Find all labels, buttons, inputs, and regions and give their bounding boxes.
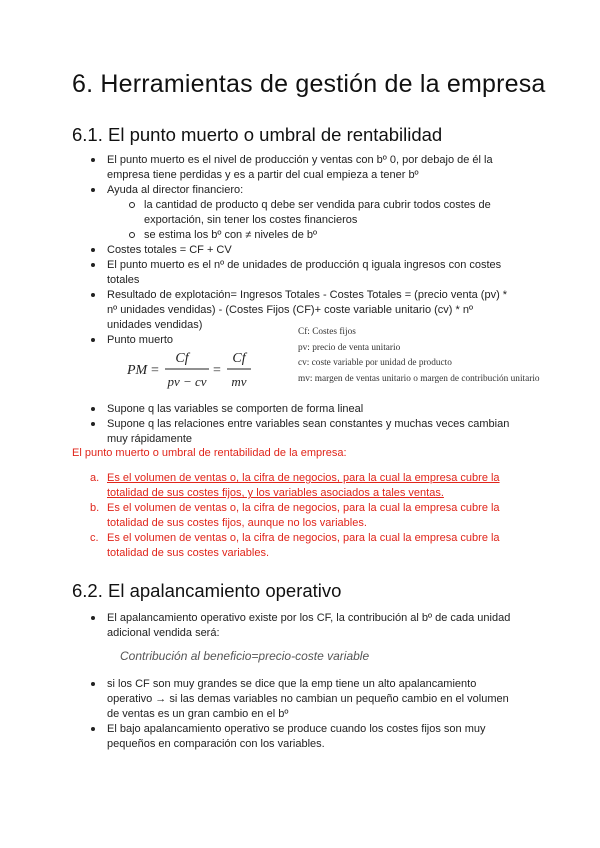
- bullet-icon: [91, 422, 95, 426]
- list-item: si los CF son muy grandes se dice que la emp tiene un alto apalancamiento operativo → si las demas variables no cambian un pequeño cambio en el volumen de ventas es un gran cambio en el bº: [0, 677, 517, 722]
- bullet-icon: [91, 263, 95, 267]
- formula-denominator-1: pv − cv: [167, 374, 207, 389]
- bullet-icon: [91, 188, 95, 192]
- sub-list-item: la cantidad de producto q debe ser vendida para cubrir todos costes de exportación, sin tener los costes financieros: [0, 198, 500, 228]
- quiz-option-b: b. Es el volumen de ventas o, la cifra de negocios, para la cual la empresa cubre la totalidad de sus costes fijos, aunque no los variables.: [90, 502, 500, 529]
- bullet-list-punto-muerto: [0, 153, 600, 348]
- hollow-bullet-icon: [129, 202, 135, 208]
- formula-numerator-2: Cf: [232, 351, 246, 366]
- bullet-list-apalancamiento-1: [0, 611, 600, 641]
- quiz-option-c: c. Es el volumen de ventas o, la cifra de negocios, para la cual la empresa cubre la totalidad de sus costes variables.: [90, 532, 500, 559]
- bullet-icon: [91, 727, 95, 731]
- list-item: Supone q las relaciones entre variables sean constantes y muchas veces cambian muy rápidamente: [0, 417, 517, 447]
- bullet-icon: [91, 407, 95, 411]
- list-item: Punto muerto: [0, 333, 517, 348]
- list-item: El punto muerto es el nº de unidades de producción q iguala ingresos con costes totales: [0, 258, 517, 288]
- quiz-option-a: a. Es el volumen de ventas o, la cifra de negocios, para la cual la empresa cubre la totalidad de sus costes fijos, y los variables asociados a tales ventas.: [90, 472, 500, 499]
- break-even-formula: [125, 347, 265, 391]
- quiz-question: El punto muerto o umbral de rentabilidad de la empresa:: [72, 447, 347, 459]
- bullet-list-assumptions: [0, 402, 600, 447]
- legend-line: mv: margen de ventas unitario o margen de contribución unitario: [298, 373, 540, 384]
- formula-equals: =: [151, 363, 159, 378]
- section-heading-punto-muerto: 6.1. El punto muerto o umbral de rentabilidad: [72, 124, 443, 145]
- formula-lhs: PM: [127, 363, 148, 378]
- list-item: Costes totales = CF + CV: [0, 243, 517, 258]
- contribution-formula: Contribución al beneficio=precio-coste variable: [120, 649, 370, 663]
- list-item: Resultado de explotación= Ingresos Totales - Costes Totales = (precio venta (pv) * nº unidades vendidas) - (Costes Fijos (CF)+ coste variable unitario (cv) * nº unidades vendidas): [0, 288, 517, 333]
- bullet-list-apalancamiento-2: [0, 677, 600, 752]
- legend-line: Cf: Costes fijos: [298, 327, 356, 337]
- hollow-bullet-icon: [129, 232, 135, 238]
- quiz-options: [0, 471, 600, 561]
- list-item: Ayuda al director financiero:: [0, 183, 517, 198]
- list-item: El punto muerto es el nivel de producción y ventas con bº 0, por debajo de él la empresa tiene perdidas y es a partir del cual empieza a tener bº: [0, 153, 517, 183]
- formula-numerator-1: Cf: [175, 351, 189, 366]
- formula-denominator-2: mv: [231, 374, 247, 389]
- formula-equals-2: =: [213, 363, 221, 378]
- legend-line: pv: precio de venta unitario: [298, 342, 401, 353]
- bullet-icon: [91, 338, 95, 342]
- list-item: El apalancamiento operativo existe por los CF, la contribución al bº de cada unidad adicional vendida será:: [0, 611, 517, 641]
- bullet-icon: [91, 616, 95, 620]
- bullet-icon: [91, 682, 95, 686]
- list-item: El bajo apalancamiento operativo se produce cuando los costes fijos son muy pequeños en comparación con los variables.: [0, 722, 517, 752]
- bullet-icon: [91, 293, 95, 297]
- sub-list-item: se estima los bº con ≠ niveles de bº: [0, 228, 500, 243]
- legend-line: cv: coste variable por unidad de producto: [298, 358, 452, 368]
- formula-legend: [298, 325, 540, 387]
- bullet-icon: [91, 248, 95, 252]
- page-title: 6. Herramientas de gestión de la empresa: [72, 70, 546, 98]
- bullet-icon: [91, 158, 95, 162]
- list-item: Supone q las variables se comporten de forma lineal: [0, 402, 517, 417]
- section-heading-apalancamiento: 6.2. El apalancamiento operativo: [72, 580, 342, 601]
